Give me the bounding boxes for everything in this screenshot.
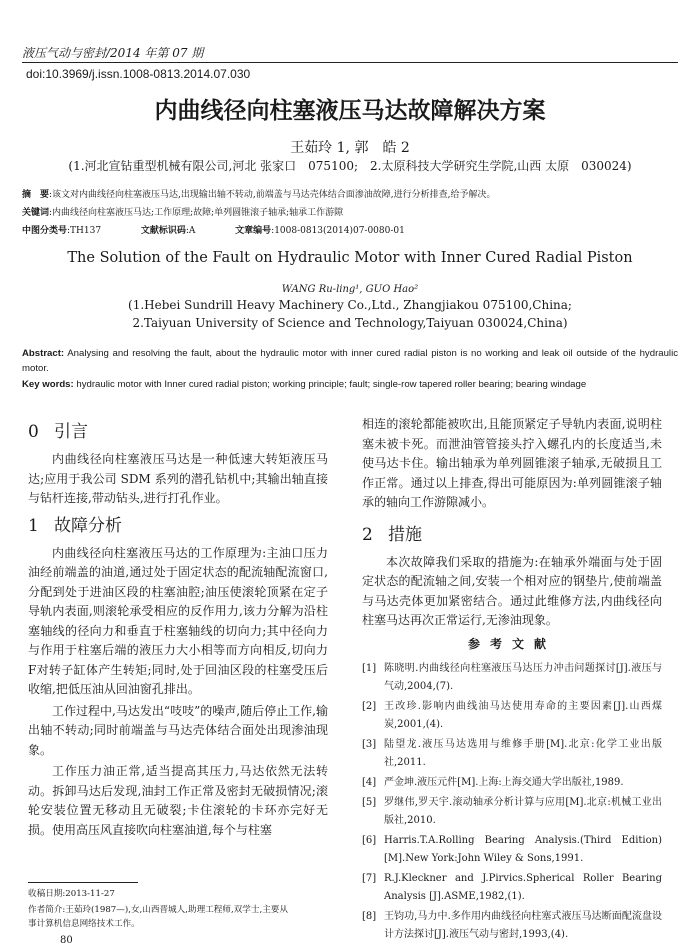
section-number: 2 (362, 524, 373, 545)
doi-line[interactable]: doi:10.3969/j.issn.1008-0813.2014.07.030 (26, 67, 251, 81)
class-label: 中图分类号 (22, 226, 68, 236)
affiliation-en-line1: (1.Hebei Sundrill Heavy Machinery Co.,Ltd., Zhangjiakou 075100,China; (128, 298, 572, 312)
keywords-cn-label: 关键词 (22, 208, 50, 218)
page-title: 内曲线径向柱塞液压马达故障解决方案 (154, 98, 546, 124)
section-heading-1 (28, 514, 328, 538)
authors-en: WANG Ru-ling¹, GUO Hao² (281, 284, 419, 295)
reference-item: [8] 王钧功,马力中.多作用内曲线径向柱塞式液压马达断面配流盘设计方法探讨[J].液压气动与密封,1993,(4). (362, 911, 662, 940)
keywords-en-text: hydraulic motor with Inner cured radial piston; working principle; fault; single-row tapered roller bearing; bearing windage (73, 379, 587, 390)
abstract-cn-text: :该文对内曲线径向柱塞液压马达,出现输出轴不转动,前端盖与马达壳体结合面渗油故障,进行分析排查,给予解决。 (49, 190, 496, 200)
abstract-en (22, 346, 678, 376)
journal-header: 液压气动与密封/2014 年第 07 期 (22, 46, 204, 60)
doc-code-value: :A (185, 226, 196, 236)
paragraph: 内曲线径向柱塞液压马达的工作原理为:主油口压力油经前端盖的油道,通过处于固定状态的配流轴配流窗口,分配到处于进油区段的柱塞油腔;油压使滚轮顶紧在定子导轨内表面,则滚轮承受相应的反作用力,该力分解为沿柱塞轴线的径向力和垂直于柱塞轴线的切向力;其中径向力与作用于柱塞后端的液压力大小相等而方向相反,切向力F对转子缸体产生转矩;同时,处于回油区段的柱塞受压后收缩,把低压油从回油窗孔排出。 (28, 545, 328, 696)
header-divider (22, 62, 678, 63)
abstract-cn-label: 摘 要 (22, 190, 50, 200)
paragraph: 工作过程中,马达发出“吱吱”的噪声,随后停止工作,输出轴不转动;同时前端盖与马达壳体结合面处出现渗油现象。 (28, 703, 328, 757)
reference-item: [2] 王改珍.影响内曲线油马达使用寿命的主要因素[J].山西煤炭,2001,(4). (362, 701, 662, 730)
keywords-cn-text: :内曲线径向柱塞液压马达;工作原理;故障;单列圆锥滚子轴承;轴承工作游隙 (49, 208, 344, 218)
abstract-cn (22, 187, 682, 200)
author-bio-line1: 作者简介:王茹玲(1987—),女,山西晋城人,助理工程师,双学士,主要从 (28, 905, 288, 915)
reference-item: [5] 罗继伟,罗天宇.滚动轴承分析计算与应用[M].北京:机械工业出版社,2010. (362, 797, 662, 826)
section-number: 1 (28, 515, 39, 536)
doc-code-label: 文献标识码 (140, 226, 186, 236)
paragraph: 相连的滚轮都能被吹出,且能顶紧定子导轨内表面,说明柱塞未被卡死。而泄油管管接头拧入螺孔内的长度适当,未使马达卡住。输出轴承为单列圆锥滚子轴承,无破损且工作正常。通过以上排查,得出可能原因为:单列圆锥滚子轴承的轴向工作游隙减小。 (362, 417, 662, 509)
paragraph: 工作压力油正常,适当提高其压力,马达依然无法转动。拆卸马达后发现,油封工作正常及密封无破损情况;滚轮安装位置无移动且无破裂;卡住滚轮的卡环亦完好无损。使用高压风直接吹向柱塞油道,每个与柱塞 (28, 764, 328, 837)
author-bio-line2: 事计算机信息网络技术工作。 (28, 919, 140, 929)
page-number: 80 (60, 935, 73, 946)
references-heading: 参考文献 (467, 636, 556, 651)
footnote-divider (28, 882, 138, 883)
affiliation-cn: (1.河北宣钻重型机械有限公司,河北 张家口 075100; 2.太原科技大学研究生学院,山西 太原 030024) (68, 159, 632, 173)
section-number: 0 (28, 422, 39, 442)
reference-item: [7] R.J.Kleckner and J.Pirvics.Spherical Roller Bearing Analysis [J].ASME,1982,(1). (362, 873, 662, 902)
reference-item: [1] 陈晓明.内曲线径向柱塞液压马达压力冲击问题探讨[J].液压与气动,2004,(7). (362, 663, 662, 692)
abstract-en-label: Abstract: (22, 348, 65, 359)
right-column (362, 415, 662, 946)
class-value: :TH137 (67, 226, 102, 236)
keywords-en-label: Key words: (22, 379, 74, 390)
section-title: 故障分析 (54, 515, 122, 536)
paragraph: 本次故障我们采取的措施为:在轴承外端面与处于固定状态的配流轴之间,安装一个相对应的钢垫片,使前端盖与马达壳体更加紧密结合。通过此维修方法,内曲线径向柱塞马达再次正常运行,无渗油现象。 (362, 554, 662, 627)
keywords-en (22, 377, 678, 392)
section-title: 引言 (54, 422, 88, 442)
section-heading-2 (362, 523, 662, 547)
reference-item: [6] Harris.T.A.Rolling Bearing Analysis.(Third Edition)[M].New York:John Wiley & Sons,1991. (362, 835, 662, 864)
section-title: 措施 (388, 524, 422, 545)
authors-cn: 王茹玲 1, 郭 皓 2 (290, 140, 410, 156)
reference-item: [3] 陆望龙.液压马达选用与维修手册[M].北京:化学工业出版社,2011. (362, 739, 662, 768)
keywords-cn (22, 205, 682, 218)
affiliation-en-line2: 2.Taiyuan University of Science and Technology,Taiyuan 030024,China) (132, 316, 568, 330)
article-no-label: 文章编号 (235, 226, 272, 236)
abstract-en-text: Analysing and resolving the fault, about the hydraulic motor with inner cured radial piston is no working and leak oil outside of the hydraulic motor. (22, 348, 678, 374)
references-list (362, 660, 662, 944)
section-heading-0 (28, 420, 328, 444)
paragraph: 内曲线径向柱塞液压马达是一种低速大转矩液压马达;应用于我公司 SDM 系列的潜孔钻机中;其输出轴直接与钻杆连接,带动钻头,进行打孔作业。 (28, 452, 328, 505)
received-date: 收稿日期:2013-11-27 (28, 889, 115, 899)
article-no-value: :1008-0813(2014)07-0080-01 (271, 226, 405, 236)
reference-item: [4] 严金坤.液压元件[M].上海:上海交通大学出版社,1989. (362, 777, 624, 788)
left-column (28, 415, 328, 842)
english-title: The Solution of the Fault on Hydraulic Motor with Inner Cured Radial Piston (67, 250, 633, 266)
classification-line (22, 223, 682, 236)
